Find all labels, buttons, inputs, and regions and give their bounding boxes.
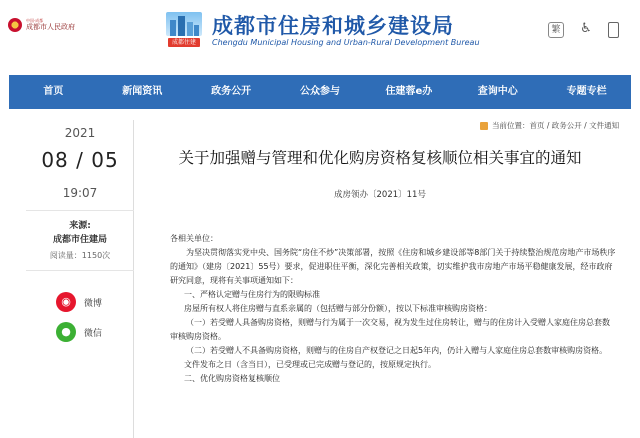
article-meta-sidebar (26, 120, 134, 438)
logo-building (194, 25, 199, 36)
site-subtitle: Chengdu Municipal Housing and Urban-Rural Development Bureau (212, 38, 480, 47)
share-weibo-button[interactable] (56, 292, 102, 312)
share-wechat-button[interactable] (56, 322, 102, 342)
publish-year: 2021 (64, 126, 96, 140)
salutation: 各相关单位： (170, 234, 218, 243)
section-heading: 二、优化购房资格复核顺位 (184, 374, 280, 383)
logo-building (178, 16, 185, 36)
article-body (170, 232, 616, 386)
weibo-icon: ◉ (56, 292, 76, 312)
section-heading: 一、严格认定赠与住房行为的限购标准 (184, 290, 320, 299)
article-title: 关于加强赠与管理和优化购房资格复核顺位相关事宜的通知 (178, 149, 582, 167)
site-title: 成都市住房和城乡建设局 (212, 14, 454, 38)
breadcrumb-text[interactable]: 当前位置：首页 / 政务公开 / 文件通知 (492, 121, 620, 130)
paragraph: 文件发布之日（含当日），已受理或已完成赠与登记的，按原规定执行。 (184, 360, 436, 369)
paragraph: （一）若受赠人具备购房资格，则赠与行为属于一次交易，视为发生过住房转让，赠与的住房计入受赠人家庭住房总套数审核购房资格。 (170, 318, 610, 341)
site-logo[interactable] (166, 12, 202, 46)
source-label: 来源: (69, 221, 91, 231)
publish-month-day: 08 / 05 (41, 148, 119, 172)
nav-item-news[interactable]: 新闻资讯 (122, 86, 163, 97)
paragraph: （二）若受赠人不具备购房资格，则赠与的住房自产权登记之日起5年内，仍计入赠与人家庭住房总套数审核购房资格。 (186, 346, 608, 355)
main-nav (9, 75, 631, 109)
divider (26, 210, 134, 211)
divider (26, 270, 134, 271)
paragraph: 房屋所有权人将住房赠与直系亲属的（包括赠与部分份额），按以下标准审核购房资格： (184, 304, 492, 313)
logo-badge: 成都住建 (168, 38, 200, 47)
gov-small-text: 中国·成都 (26, 18, 44, 23)
nav-item-query-center[interactable]: 查询中心 (477, 86, 518, 97)
header-tools (548, 22, 619, 38)
accessibility-icon[interactable]: ♿ (580, 21, 592, 36)
traditional-chinese-button[interactable]: 繁 (548, 22, 564, 38)
location-icon (480, 122, 488, 130)
source-value: 成都市住建局 (52, 235, 107, 245)
nav-item-e-service[interactable]: 住建蓉e办 (385, 86, 433, 97)
gov-logo-text (26, 18, 75, 32)
nav-item-public-participation[interactable]: 公众参与 (300, 86, 340, 97)
site-header (0, 0, 640, 72)
share-weibo-label: 微博 (84, 298, 103, 309)
publish-time: 19:07 (62, 186, 98, 200)
breadcrumb (480, 120, 619, 131)
document-number: 成房领办〔2021〕11号 (334, 190, 426, 200)
share-wechat-label: 微信 (84, 328, 103, 339)
mobile-icon[interactable] (608, 22, 619, 38)
national-emblem-icon (8, 18, 22, 32)
paragraph: 为坚决贯彻落实党中央、国务院“房住不炒”决策部署，按照《住房和城乡建设部等8部门关于持续整治规范房地产市场秩序的通知》（建房〔2021〕55号）要求，促进职住平衡，深化完善相关政策，切实维护我市房地产市场平稳健康发展，经市政府研究同意，现将有关事项通知如下： (170, 248, 616, 285)
logo-building (170, 20, 176, 36)
nav-item-home[interactable]: 首页 (43, 86, 64, 97)
nav-item-gov-affairs[interactable]: 政务公开 (211, 86, 252, 97)
gov-portal-link[interactable] (8, 18, 75, 32)
logo-building (187, 22, 193, 36)
gov-name: 成都市人民政府 (26, 23, 75, 31)
nav-item-special-topics[interactable]: 专题专栏 (566, 86, 607, 97)
read-count: 阅读量：1150次 (49, 251, 111, 260)
wechat-icon: ● (56, 322, 76, 342)
